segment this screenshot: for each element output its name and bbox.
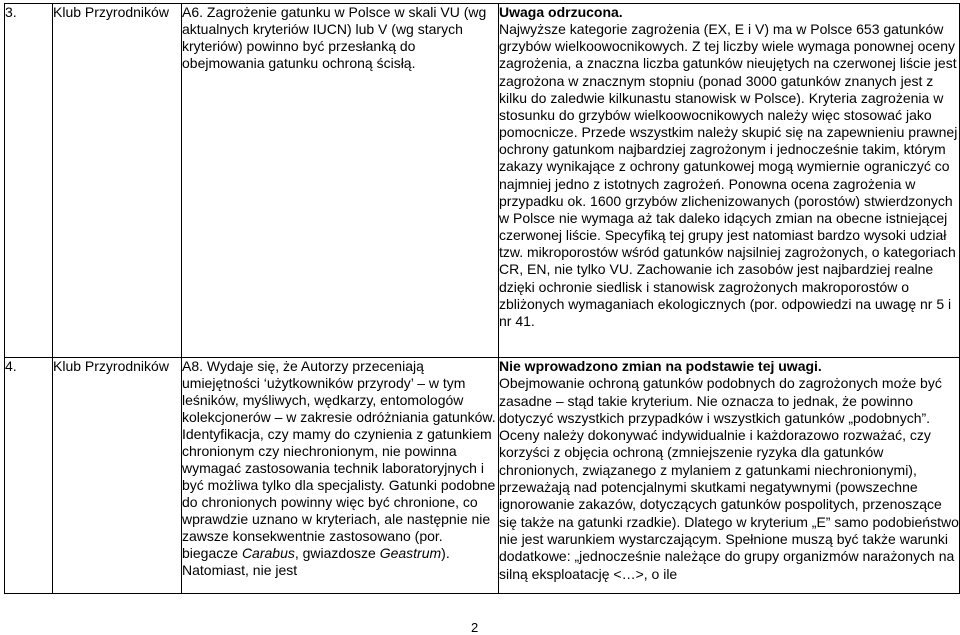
comment-text [182, 358, 499, 594]
comment-text-part: A8. Wydaje się, że Autorzy przeceniają umiejętności ‘użytkowników przyrody’ – w tym leśników, myśliwych, wędkarzy, entomologów kolekcjonerów – w zakresie odróżniania gatunków. Identyfikacja, czy mamy do czynienia z gatunkiem chronionym czy niechronionym, nie powinna wymagać zastosowania technik laboratoryjnych i być możliwa tylko dla specjalisty. Gatunki podobne do chronionych powinny więc być chronione, co wprawdzie uznano w kryteriach, ale następnie nie zawsze konsekwentnie zastosowano (por. biegacze [182, 358, 496, 561]
response-heading: Nie wprowadzono zmian na podstawie tej uwagi. [499, 358, 822, 374]
comment-text-part: ). Natomiast, nie jest [182, 545, 450, 578]
table-row [5, 358, 960, 594]
comment-text: A6. Zagrożenie gatunku w Polsce w skali VU (wg aktualnych kryteriów IUCN) lub V (wg starych kryteriów) powinno być przesłanką do obejmowania gatunku ochroną ścisłą. [182, 4, 499, 358]
submitter: Klub Przyrodników [53, 4, 182, 358]
response-cell [499, 358, 960, 594]
genus-name: Carabus [241, 545, 295, 561]
page-number: 2 [471, 620, 479, 635]
row-number: 3. [5, 4, 53, 358]
submitter: Klub Przyrodników [53, 358, 182, 594]
response-body: Najwyższe kategorie zagrożenia (EX, E i V) ma w Polsce 653 gatunków grzybów wielkoowocnikowych. Z tej liczby wiele wymaga ponownej oceny zagrożenia, a znaczna liczba gatunków nieujętych na czerwonej liście jest zagrożona w znacznym stopniu (ponad 3000 gatunków znanych jest z kilku do zaledwie kilkunastu stanowisk w Polsce). Kryteria zagrożenia w stosunku do grzybów wielkoowocnikowych należy więc stosować jako pomocnicze. Przede wszystkim należy skupić się na zapewnieniu prawnej ochrony gatunkom najbardziej zagrożonym i jednocześnie takim, którym zakazy wynikające z ochrony gatunkowej mogą wymiernie ograniczyć co najmniej jedno z istotnych zagrożeń. Ponowna ocena zagrożenia w przypadku ok. 1600 grzybów zlichenizowanych (porostów) stwierdzonych w Polsce nie wymaga aż tak daleko idących zmian na obecne istniejącej czerwonej liście. Specyfiką tej grupy jest natomiast bardzo wysoki udział tzw. mikroporostów wśród gatunków najsilniej zagrożonych, o kategoriach CR, EN, nie tylko VU. Zachowanie ich zasobów jest najbardziej realne dzięki ochronie siedlisk i stanowisk zagrożonych makroporostów o zbliżonych wymaganiach ekologicznych (por. odpowiedzi na uwagę nr 5 i nr 41. [499, 21, 958, 329]
table-row [5, 4, 960, 358]
comment-text-part: , gwiazdosze [294, 545, 380, 561]
genus-name: Geastrum [379, 545, 442, 561]
response-body: Obejmowanie ochroną gatunków podobnych do zagrożonych może być zasadne – stąd takie kryterium. Nie oznacza to jednak, że powinno dotyczyć wszystkich przypadków i wszystkich gatunków „podobnych”. Oceny należy dokonywać indywidualnie i każdorazowo rozważać, czy korzyści z objęcia ochroną (zmniejszenie ryzyka dla gatunków chronionych, związanego z mylaniem z gatunkami niechronionymi), przeważają nad potencjalnymi skutkami negatywnymi (powszechne ignorowanie zakazów, dotyczących gatunków pospolitych, przenoszące się także na gatunki rzadkie). Dlatego w kryterium „E” samo podobieństwo nie jest warunkiem wystarczającym. Spełnione muszą być także warunki dodatkowe: „jednocześnie należące do grupy organizmów narażonych na silną eksploatację <…>, o ile [499, 375, 959, 582]
response-cell [499, 4, 960, 358]
comments-table [4, 3, 960, 594]
response-heading: Uwaga odrzucona. [499, 4, 623, 20]
row-number: 4. [5, 358, 53, 594]
